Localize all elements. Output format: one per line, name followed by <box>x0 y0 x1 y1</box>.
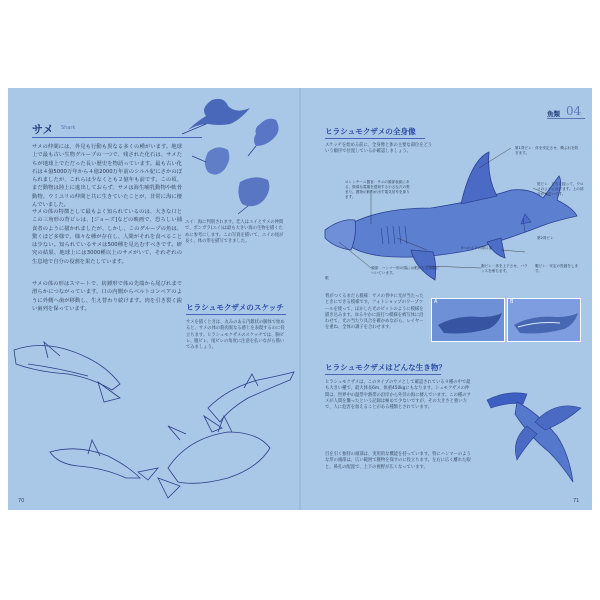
tips-paragraph: 背がつくるまだら模様：サメの背中に光が当たったときにできる模様です。フォトショップのワープツールを使って、ほかした光のビットのように模様を描き込みます。ゆるやかに波打つ模様を被写体に沿わせて、光の当たり具合を確かめながら、レイヤーを重ね、全体の調子を合わせます。 <box>325 294 424 331</box>
sketch-shark-small-left <box>50 440 158 480</box>
hammerhead-top-view-illustration <box>477 378 589 488</box>
label-cephalofoil: 頭部：ハンマー形の頭には眼が左右両端についています。 <box>371 266 440 275</box>
body-paragraph-2: サメの体の特徴として最もよく知られているのは、大きな口とこの三角形の背ビレは、[ジョーズ]などの映画で、恐ろしい捕食者のように描かれましたが、しかし、このグループの魚は、驚くほど多様で、様々な種が存在し、人間がそれを食べることは少ない。知られているサメは500種を見込むすべきです。研究の結果、地球上には3000種以上のサメがいて、それぞれの生息地で自分の役割を果たしています。 <box>32 209 182 265</box>
section2-paragraph-b: 目を引く独特の頭部は、実用的な機能を持っています。特にハンマーのような形の頭部は、広い範囲で獲物を探すのに役立ちます。左右に広く離れた眼と、鼻孔の配置で、上下の視野が広くなっています。 <box>325 452 471 470</box>
panel-a-shark <box>432 299 504 341</box>
page-title: サメ <box>32 123 54 136</box>
body-paragraph-3: サメの体の形はスマートで、紡錘形で体の先端から尾びれまで滑らかにつながっています。口の内側からベルトコンベアのように外側へ歯が移動し、生え替わり続けます。肉を引き裂く鋭い歯列を保っています。 <box>32 281 182 312</box>
hammerhead-sketches <box>8 328 299 508</box>
stingray-bottom <box>238 177 269 214</box>
panel-b <box>507 298 581 342</box>
panel-b-shark <box>508 299 580 341</box>
section2-paragraph: ヒラシュモクザメは、このタイプのサメとして確認されている９種の中で最も大きい種で、最大体長6m、体重450kgにもなります。シュモクザメの仲間は、世界中の温帯や熱帯の沿岸から外洋の海に棲んでいます。この種のサメが人間を襲ったという記録は極めて少ないですが、その大きさと強い力で、人に危害を加えることがある種類とされています。 <box>325 380 471 411</box>
section-rule <box>186 314 286 315</box>
book-spread <box>8 88 592 510</box>
stingray-right <box>248 119 279 156</box>
label-pelvic-fin: 腹ビレ：安定の役割をします。 <box>535 264 579 273</box>
chapter-label: 魚類 <box>547 110 560 118</box>
section-title-body: ヒラシュモクザメの全身像 <box>325 127 416 136</box>
section2-rule <box>325 374 441 375</box>
chapter-rule <box>547 118 585 119</box>
label-eye: 眼 <box>325 276 329 280</box>
chapter-number: 04 <box>566 104 582 118</box>
caption-rays: エイ：海に判別されます。恋人はエイとサメの仲間で、ポンガラ(エイ)は最も大きい海の生物を描くために参考にします。この写真を描いて、エイの尾が長く、体の形を描写できました。 <box>185 220 284 244</box>
stingray-middle <box>192 147 229 174</box>
label-first-dorsal-fin: 第1背ビレ：体を安定させ、横ぶれを防ぎます。 <box>515 146 579 155</box>
section-title-about: ヒラシュモクザメはどんな生き物？ <box>325 363 447 372</box>
label-caudal-fin: 尾ビレ：左右に振って、ウロコのように泳ぎます。上の部分が大きいです。 <box>537 182 584 196</box>
cephalofoil <box>325 220 356 250</box>
panel-b-label: B <box>510 299 514 305</box>
label-pectoral-fin: 胸ビレ：体を上下させ、バランスを保ちます。 <box>481 264 528 273</box>
sketch-shark-top-right <box>204 372 294 432</box>
stingray-top <box>182 99 250 134</box>
right-page <box>301 88 592 510</box>
label-lorenzini: ロレンチーニ器官：サメの頭部表面にある、微弱な電場を感知する小さな穴の集まり。獲物の筋肉が出す電気信号を探ります。 <box>345 180 410 199</box>
label-second-dorsal: 第2背ビレ <box>537 236 554 240</box>
page-title-en: Shark <box>61 125 76 131</box>
page-number-left: 70 <box>18 498 25 504</box>
panel-a <box>431 298 505 342</box>
section1-paragraph: スケッチを始める前に、全身像と体の主要な部位をどういう順序で位置しているか確認しましょう。 <box>325 143 433 155</box>
sketch-shark-large <box>14 342 120 402</box>
page-number-right: 71 <box>573 498 580 504</box>
section-title-sketch: ヒラシュモクザメのスケッチ <box>186 303 284 312</box>
label-gills: 5つのエラの開口部 <box>461 246 493 250</box>
sketch-shark-bottom-right <box>158 416 270 498</box>
intro-paragraph: サメの仲間には、外見も行動も異なる多くの種がいます。地球上で最も古い生物グループの一つで、残された化石は、サメたちが地球上でただった長い歴史を物語っています。最も古い化石は４億5000万年から４億2000万年前のシルル紀にさかのぼられましたが、これらは少なくとも２億年も前です。この頃、まだ動物は陸上に進出しておらず、サメは海生哺乳動物や軟骨動物、ウミユリの仲間と共に生きていたことが、非常に海に棲んでいました。 <box>32 144 182 209</box>
left-page <box>8 88 299 510</box>
fin-top-view-right <box>535 406 581 430</box>
title-rule <box>32 137 202 138</box>
panel-a-label: A <box>434 299 438 305</box>
fin-top-view-left <box>515 426 537 460</box>
stingray-illustrations <box>178 94 298 216</box>
sketch-paragraph: サメを描くときは、丸みのある円錐状の胴体で始めると、サメの体の筋肉異なる感じを表現するのに役立ちます。ヒラシュモクザメのスケッチでは、胸ビレ、腹ビレ、尾ビレの角度に注意を払いながら描いてみましょう。 <box>186 320 285 351</box>
first-dorsal-fin <box>461 152 497 204</box>
